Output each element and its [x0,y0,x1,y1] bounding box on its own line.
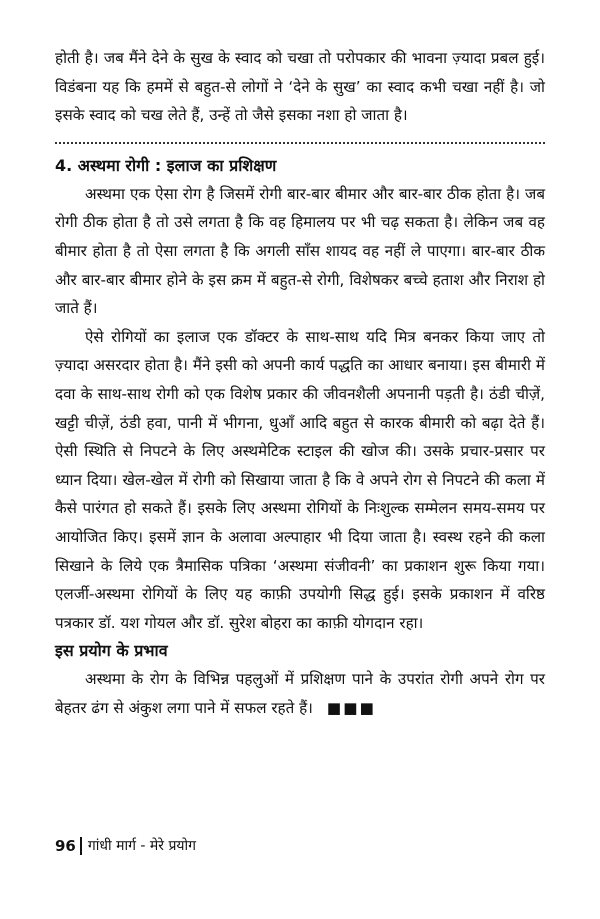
page-footer [55,836,196,856]
book-title: गांधी मार्ग - मेरे प्रयोग [87,838,197,854]
section-heading: 4. अस्थमा रोगी : इलाज का प्रशिक्षण [55,155,277,175]
subsection-heading: इस प्रयोग के प्रभाव [55,641,168,661]
section-paragraph-1: अस्थमा एक ऐसा रोग है जिसमें रोगी बार-बार बीमार और बार-बार ठीक होता है। जब रोगी ठीक होता है तो उसे लगता है कि वह हिमालय पर भी चढ़ सकता है। लेकिन जब वह बीमार होता है तो ऐसा लगता है कि अगली साँस शायद वह नहीं ले पाएगा। बार-बार ठीक और बार-बार बीमार होने के इस क्रम में बहुत-से रोगी, विशेषकर बच्चे हताश और निराश हो जाते हैं। [55,184,545,318]
subsection-paragraph [55,665,545,722]
section-paragraph-2: ऐसे रोगियों का इलाज एक डॉक्टर के साथ-साथ यदि मित्र बनकर किया जाए तो ज़्यादा असरदार होता है। मैंने इसी को अपनी कार्य पद्धति का आधार बनाया। इस बीमारी में दवा के साथ-साथ रोगी को एक विशेष प्रकार की जीवनशैली अपनानी पड़ती है। ठंडी चीज़ें, खट्टी चीज़ें, ठंडी हवा, पानी में भीगना, धुआँ आदि बहुत से कारक बीमारी को बढ़ा देते हैं। ऐसी स्थिति से निपटने के लिए अस्थमेटिक स्टाइल की खोज की। उसके प्रचार-प्रसार पर ध्यान दिया। खेल-खेल में रोगी को सिखाया जाता है कि वे अपने रोग से निपटने की कला में कैसे पारंगत हो सकते हैं। इसके लिए अस्थमा रोगियों के निःशुल्क सम्मेलन समय-समय पर आयोजित किए। इसमें ज्ञान के अलावा अल्पाहार भी दिया जाता है। स्वस्थ रहने की कला सिखाने के लिये एक त्रैमासिक पत्रिका ‘अस्थमा संजीवनी’ का प्रकाशन शुरू किया गया। एलर्जी-अस्थमा रोगियों के लिए यह काफ़ी उपयोगी सिद्ध हुई। इसके प्रकाशन में वरिष्ठ पत्रकार डॉ. यश गोयल और डॉ. सुरेश बोहरा का काफ़ी योगदान रहा। [55,327,545,632]
subsection-paragraph-text: अस्थमा के रोग के विभिन्न पहलुओं में प्रशिक्षण पाने के उपरांत रोगी अपने रोग पर बेहतर ढंग से अंकुश लगा पाने में सफल रहते हैं। [55,670,545,717]
intro-paragraph: होती है। जब मैंने देने के सुख के स्वाद को चखा तो परोपकार की भावना ज़्यादा प्रबल हुई। विडंबना यह कि हममें से बहुत-से लोगों ने ‘देने के सुख’ का स्वाद कभी चखा नहीं है। जो इसके स्वाद को चख लेते हैं, उन्हें तो जैसे इसका नशा हो जाता है। [55,49,545,125]
section-divider [55,142,545,144]
page-body [55,44,545,722]
page-number: 96 [55,837,82,855]
end-of-section-mark: ■■■ [326,698,376,717]
